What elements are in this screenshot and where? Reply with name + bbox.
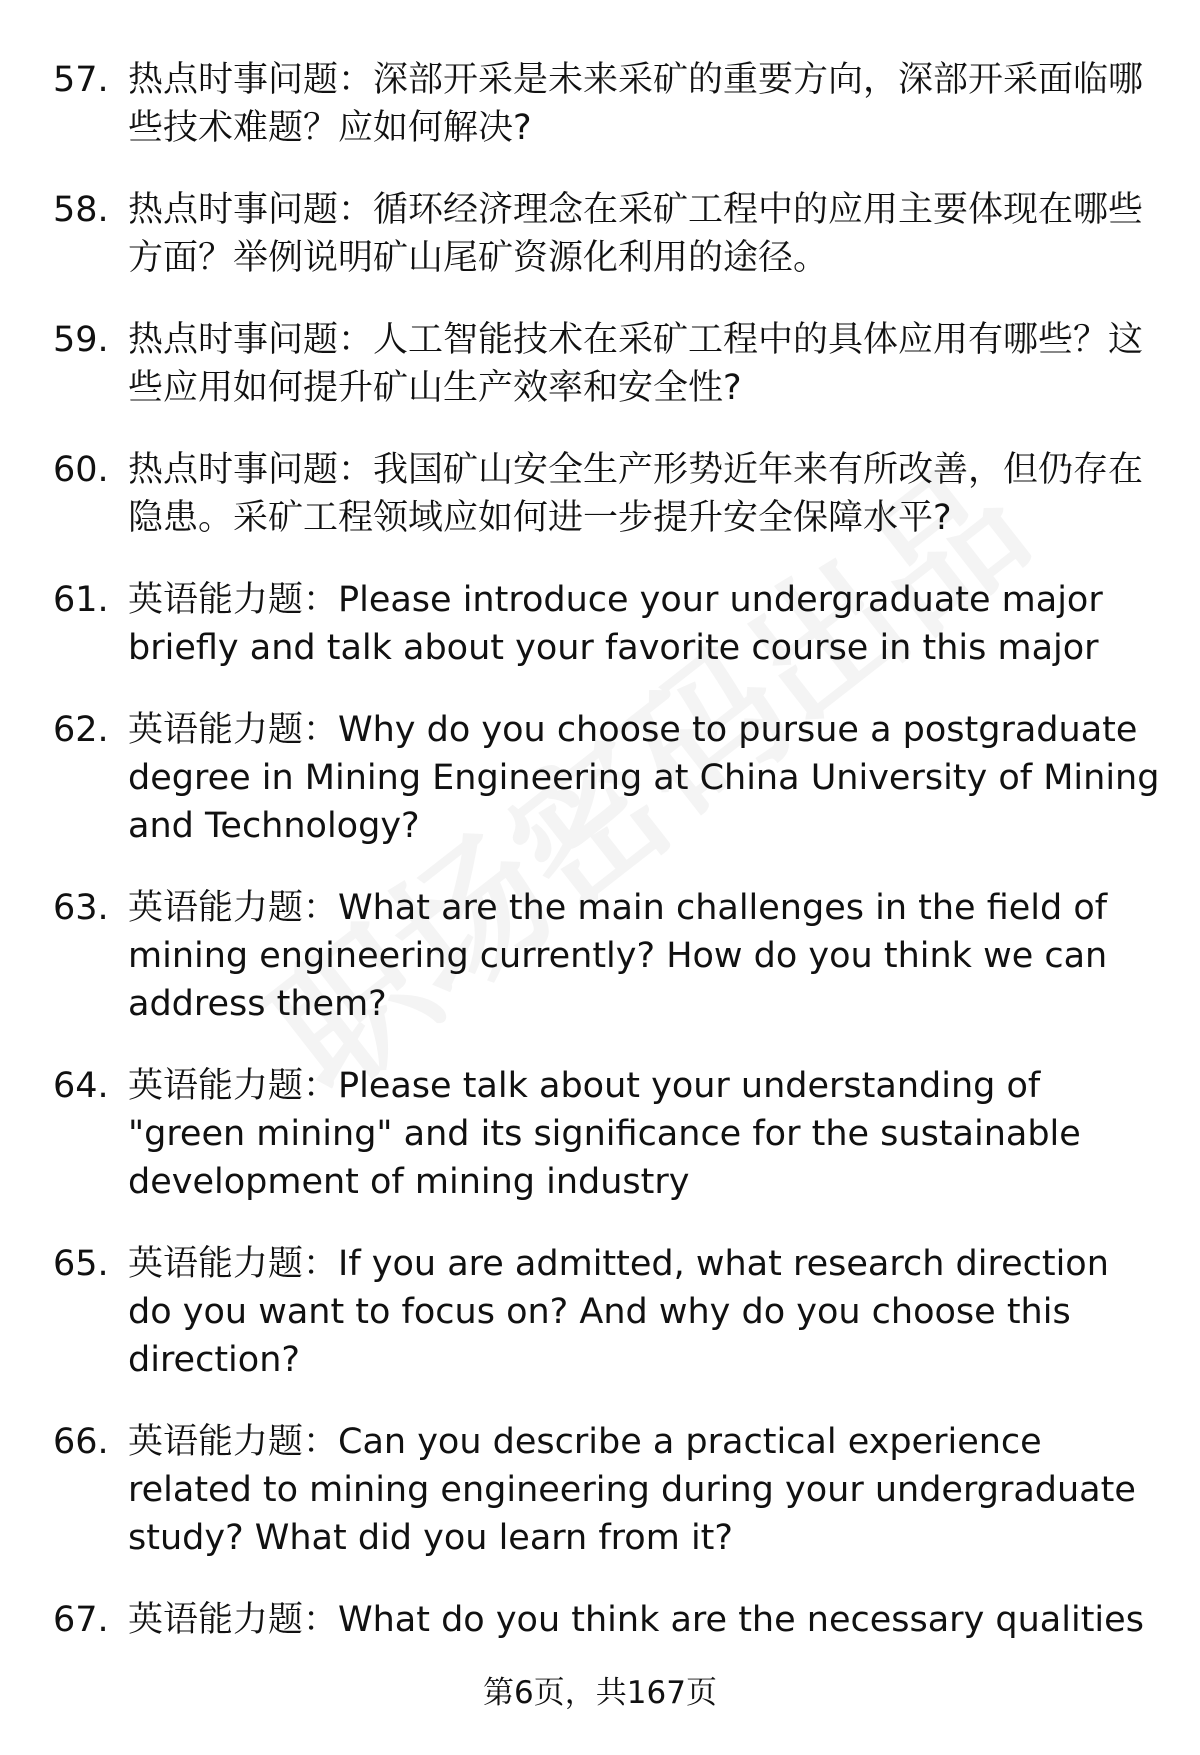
question-text: 热点时事问题：循环经济理念在采矿工程中的应用主要体现在哪些方面？举例说明矿山尾矿资源化利用的途径。 (128, 190, 1144, 278)
question-number: 62. (53, 710, 109, 750)
question-text: 英语能力题：What do you think are the necessary qualities (128, 1600, 1144, 1640)
question-item (0, 576, 1200, 672)
question-number: 58. (53, 190, 109, 230)
question-number: 64. (53, 1066, 109, 1106)
question-number: 61. (53, 580, 109, 620)
question-text: 热点时事问题：人工智能技术在采矿工程中的具体应用有哪些？这些应用如何提升矿山生产效率和安全性? (128, 320, 1144, 408)
question-item (0, 1240, 1200, 1384)
question-text: 英语能力题：Can you describe a practical experience related to mining engineering during your undergraduate study? What did you learn from it? (128, 1422, 1136, 1558)
question-item (0, 1062, 1200, 1206)
question-item (0, 316, 1200, 412)
question-text: 热点时事问题：深部开采是未来采矿的重要方向，深部开采面临哪些技术难题？应如何解决? (128, 60, 1144, 148)
question-item (0, 1418, 1200, 1562)
question-item (0, 56, 1200, 152)
question-text: 英语能力题：What are the main challenges in the field of mining engineering currently? How do you think we can address them? (128, 888, 1108, 1024)
question-item (0, 884, 1200, 1028)
question-number: 60. (53, 450, 109, 490)
question-number: 63. (53, 888, 109, 928)
question-number: 59. (53, 320, 109, 360)
question-number: 66. (53, 1422, 109, 1462)
question-item (0, 706, 1200, 850)
question-list (0, 56, 1200, 1644)
question-text: 英语能力题：Please talk about your understanding of "green mining" and its significance for the sustainable development of mining industry (128, 1066, 1081, 1202)
page-footer: 第6页，共167页 (483, 1675, 717, 1711)
question-number: 57. (53, 60, 109, 100)
question-text: 英语能力题：If you are admitted, what research direction do you want to focus on? And why do you choose this direction? (128, 1244, 1109, 1380)
question-item (0, 446, 1200, 542)
question-text: 英语能力题：Why do you choose to pursue a postgraduate degree in Mining Engineering at China University of Mining and Technology? (128, 710, 1160, 846)
question-text: 热点时事问题：我国矿山安全生产形势近年来有所改善，但仍存在隐患。采矿工程领域应如何进一步提升安全保障水平? (128, 450, 1144, 538)
question-text: 英语能力题：Please introduce your undergraduate major briefly and talk about your favorite course in this major (128, 580, 1103, 668)
question-item (0, 186, 1200, 282)
question-number: 67. (53, 1600, 109, 1640)
question-item (0, 1596, 1200, 1644)
question-number: 65. (53, 1244, 109, 1284)
